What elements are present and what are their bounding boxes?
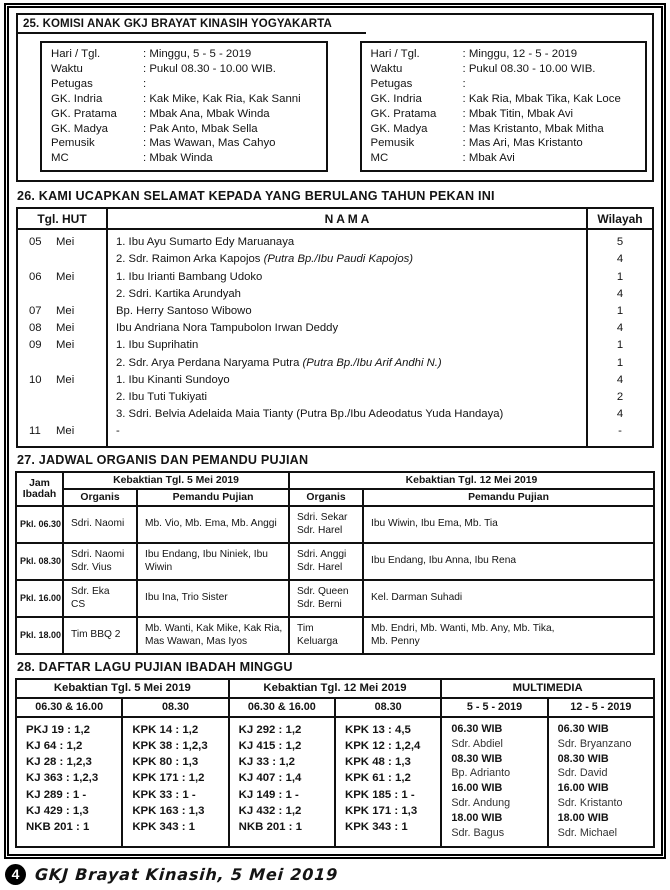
birthday-month: Mei	[56, 305, 75, 318]
birthday-table-body	[18, 230, 652, 445]
subheader-0630-1600-b: 06.30 & 16.00	[229, 698, 335, 717]
info-row	[51, 47, 320, 62]
info-value: : Pukul 08.30 - 10.00 WIB.	[143, 62, 276, 75]
cell-line: Mb. Wanti, Kak Mike, Kak Ria,	[145, 622, 283, 634]
cell-line: Ibu Ina, Trio Sister	[145, 592, 228, 604]
info-label: Hari / Tgl.	[370, 48, 420, 60]
info-value: : Mas Ari, Mas Kristanto	[462, 137, 583, 150]
song-entry: KPK 80 : 1,3	[132, 756, 199, 769]
birthday-day: 06	[29, 270, 42, 283]
organis-cell	[137, 543, 289, 580]
info-label: MC	[51, 152, 69, 165]
cell-line: Mas Wawan, Mas Iyos	[145, 636, 248, 648]
song-entry: KPK 12 : 1,2,4	[344, 739, 421, 752]
info-value: : Minggu, 5 - 5 - 2019	[143, 48, 252, 60]
info-label: Petugas	[370, 77, 413, 90]
cell-line: Ibu Endang, Ibu Anna, Ibu Rena	[371, 555, 517, 567]
birthday-date	[18, 372, 106, 389]
subheader-date-12-5: 12 - 5 - 2019	[548, 698, 654, 717]
multimedia-operator: Bp. Adrianto	[451, 767, 511, 780]
birthday-date	[18, 269, 106, 286]
song-entry: NKB 201 : 1	[26, 820, 90, 833]
song-entry: KPK 343 : 1	[132, 820, 196, 833]
organis-cell	[363, 580, 654, 617]
birthday-name: 1. Ibu Suprihatin	[116, 339, 199, 352]
info-value: : Mas Kristanto, Mbak Mitha	[462, 122, 604, 135]
page-footer	[5, 861, 338, 887]
schedule-cards	[18, 34, 652, 180]
info-label: GK. Madya	[370, 122, 428, 135]
info-row	[51, 62, 320, 77]
birthday-date	[18, 320, 106, 337]
info-row	[371, 92, 640, 107]
info-value: : Pak Anto, Mbak Sella	[143, 122, 258, 135]
info-label: Hari / Tgl.	[51, 48, 101, 60]
multimedia-operator: Sdr. Bryanzano	[557, 737, 632, 750]
info-label: GK. Pratama	[51, 107, 117, 120]
birthday-month: Mei	[56, 373, 75, 386]
section-songs	[15, 660, 655, 848]
organis-cell	[63, 506, 137, 543]
song-entry: KJ 292 : 1,2	[238, 723, 302, 736]
birthday-name: Ibu Andriana Nora Tampubolon Irwan Deddy	[116, 322, 339, 335]
page-frame	[4, 3, 666, 859]
organis-row	[16, 506, 654, 543]
song-list-cell	[335, 717, 441, 847]
info-row	[371, 151, 640, 166]
birthday-name: 2. Sdr. Arya Perdana Naryama Putra (Putra Bp./Ibu Arif Andhi N.)	[116, 356, 442, 369]
multimedia-cell	[548, 717, 654, 847]
song-entry: KJ 432 : 1,2	[238, 804, 302, 817]
cell-line: Ibu Wiwin, Ibu Ema, Mb. Tia	[371, 518, 498, 530]
birthday-region: 1	[616, 305, 624, 318]
cell-line: Ibu Endang, Ibu Niniek, Ibu Wiwin	[145, 548, 271, 574]
cell-line: Sdr. Harel	[297, 525, 343, 537]
birthday-month: Mei	[56, 339, 75, 352]
birthday-day: 10	[29, 373, 42, 386]
info-row	[51, 122, 320, 137]
col-header-name: N A M A	[106, 209, 588, 228]
cell-line: Sdri. Naomi	[71, 518, 125, 530]
section25-title: 25. KOMISI ANAK GKJ BRAYAT KINASIH YOGYAKARTA	[18, 15, 366, 34]
info-value: : Minggu, 12 - 5 - 2019	[462, 48, 578, 60]
song-entry: KPK 171 : 1,2	[132, 772, 205, 785]
birthday-date	[18, 423, 106, 440]
service-time: Pkl. 08.30	[16, 543, 63, 580]
info-label: GK. Pratama	[370, 107, 437, 120]
info-value: :	[462, 77, 469, 90]
birthday-name: 2. Ibu Tuti Tukiyati	[116, 391, 208, 404]
organis-row	[16, 617, 654, 654]
subheader-pemandu-2: Pemandu Pujian	[363, 489, 654, 506]
organis-row	[16, 580, 654, 617]
info-label: GK. Indria	[51, 92, 103, 105]
birthday-region: -	[618, 425, 622, 438]
birthday-region: 4	[616, 322, 624, 335]
birthday-col-name	[106, 230, 588, 445]
info-label: GK. Madya	[51, 122, 108, 135]
multimedia-operator: Sdr. Michael	[557, 827, 618, 840]
subheader-organis-2: Organis	[289, 489, 363, 506]
birthday-day: 08	[29, 322, 42, 335]
organis-cell	[363, 617, 654, 654]
song-list-cell	[229, 717, 335, 847]
song-entry: KPK 163 : 1,3	[132, 804, 205, 817]
birthday-month: Mei	[56, 236, 75, 249]
organis-cell	[289, 543, 363, 580]
birthday-region: 2	[616, 391, 624, 404]
multimedia-time: 16.00 WIB	[557, 782, 609, 795]
song-entry: KJ 415 : 1,2	[238, 739, 302, 752]
song-entry: KPK 38 : 1,2,3	[132, 739, 208, 752]
birthday-date	[18, 337, 106, 354]
info-row	[371, 107, 640, 122]
subheader-0830-a: 08.30	[122, 698, 228, 717]
song-list-cell	[16, 717, 122, 847]
birthday-day: 11	[29, 425, 41, 438]
organis-cell	[63, 617, 137, 654]
info-label: GK. Indria	[370, 92, 422, 105]
birthday-day: 05	[29, 236, 42, 249]
info-value: : Kak Ria, Mbak Tika, Kak Loce	[462, 92, 621, 105]
info-row	[371, 136, 640, 151]
birthday-date	[18, 234, 106, 251]
cell-line: Mb. Vio, Mb. Ema, Mb. Anggi	[145, 518, 277, 530]
multimedia-time: 16.00 WIB	[451, 782, 503, 795]
multimedia-time: 18.00 WIB	[451, 812, 503, 825]
organis-cell	[63, 580, 137, 617]
organis-body	[16, 506, 654, 654]
song-entry: KJ 363 : 1,2,3	[26, 772, 99, 785]
info-row	[371, 122, 640, 137]
subheader-0630-1600-a: 06.30 & 16.00	[16, 698, 122, 717]
info-label: Waktu	[370, 62, 403, 75]
multimedia-operator: Sdr. Kristanto	[557, 797, 623, 810]
song-entry: KJ 429 : 1,3	[26, 804, 89, 817]
schedule-card-12-mei	[360, 41, 648, 172]
birthday-name: 1. Ibu Irianti Bambang Udoko	[116, 270, 263, 283]
cell-line: Sdr. Queen	[297, 585, 349, 597]
organis-row	[16, 543, 654, 580]
birthday-name: Bp. Herry Santoso Wibowo	[116, 305, 252, 318]
info-value: : Mbak Ana, Mbak Winda	[143, 107, 270, 120]
birthday-name: 2. Sdr. Raimon Arka Kapojos (Putra Bp./Ibu Paudi Kapojos)	[116, 253, 414, 266]
info-value: : Mbak Avi	[462, 152, 515, 165]
cell-line: Sdri. Anggi	[297, 548, 347, 560]
song-entry: KJ 407 : 1,4	[238, 772, 302, 785]
info-label: Waktu	[51, 62, 83, 75]
multimedia-time: 08.30 WIB	[451, 752, 503, 765]
cell-line: Kel. Darman Suhadi	[371, 592, 463, 604]
song-entry: KPK 185 : 1 -	[344, 788, 415, 801]
ibadah-line: Ibadah	[22, 488, 57, 500]
group-header-12-mei: Kebaktian Tgl. 12 Mei 2019	[229, 679, 442, 698]
organis-cell	[137, 617, 289, 654]
subheader-pemandu-1: Pemandu Pujian	[137, 489, 289, 506]
cell-line: Sdr. Vius	[71, 562, 112, 574]
info-value: : Mbak Titin, Mbak Avi	[462, 107, 574, 120]
multimedia-time: 18.00 WIB	[557, 812, 609, 825]
songs-table	[15, 678, 655, 848]
song-list-cell	[122, 717, 228, 847]
cell-line: Sdr. Eka CS	[71, 585, 119, 611]
schedule-card-5-mei	[40, 41, 328, 172]
cell-line: Sdri. Sekar	[297, 511, 348, 523]
subheader-0830-b: 08.30	[335, 698, 441, 717]
song-entry: KJ 33 : 1,2	[238, 756, 296, 769]
birthday-col-region	[588, 230, 652, 445]
multimedia-operator: Sdr. Bagus	[451, 827, 505, 840]
group-header-5-mei: Kebaktian Tgl. 5 Mei 2019	[16, 679, 229, 698]
col-header-region: Wilayah	[597, 212, 643, 227]
song-entry: KJ 64 : 1,2	[26, 739, 83, 752]
service-time: Pkl. 16.00	[16, 580, 63, 617]
multimedia-time: 06.30 WIB	[451, 722, 503, 735]
service-time: Pkl. 06.30	[16, 506, 63, 543]
info-row	[51, 136, 320, 151]
birthday-region: 4	[616, 287, 624, 300]
birthday-col-date	[18, 230, 106, 445]
cell-line: Sdri. Naomi	[71, 548, 125, 560]
birthday-month: Mei	[56, 322, 75, 335]
birthday-date	[18, 355, 106, 372]
section26-title: 26. KAMI UCAPKAN SELAMAT KEPADA YANG BERULANG TAHUN PEKAN INI	[17, 189, 495, 204]
birthday-date	[18, 303, 106, 320]
cell-line: Mb. Penny	[371, 636, 420, 648]
song-entry: KPK 14 : 1,2	[132, 723, 199, 736]
birthday-date	[18, 389, 106, 406]
birthday-region: 4	[616, 408, 624, 421]
birthday-region: 1	[616, 270, 624, 283]
songs-body-row	[16, 717, 654, 847]
info-row	[371, 77, 640, 92]
section-komisi-anak	[16, 13, 654, 182]
organis-cell	[289, 580, 363, 617]
footer-caption: GKJ Brayat Kinasih, 5 Mei 2019	[34, 864, 339, 884]
info-value: : Pukul 08.30 - 10.00 WIB.	[462, 62, 596, 75]
birthday-day: 07	[29, 305, 42, 318]
multimedia-operator: Sdr. David	[557, 767, 608, 780]
cell-line: Keluarga	[297, 636, 338, 648]
info-label: Pemusik	[370, 137, 415, 150]
birthday-month: Mei	[56, 425, 75, 438]
info-label: Pemusik	[51, 137, 95, 150]
page-number-badge: 4	[5, 864, 26, 885]
multimedia-cell	[441, 717, 547, 847]
organis-cell	[363, 543, 654, 580]
birthday-name: 2. Sdri. Kartika Arundyah	[116, 287, 241, 300]
subheader-date-5-5: 5 - 5 - 2019	[441, 698, 547, 717]
section27-title: 27. JADWAL ORGANIS DAN PEMANDU PUJIAN	[17, 452, 309, 467]
subheader-organis-1: Organis	[63, 489, 137, 506]
song-entry: KPK 48 : 1,3	[344, 756, 411, 769]
birthday-table	[16, 207, 654, 447]
organis-cell	[137, 506, 289, 543]
organis-cell	[63, 543, 137, 580]
organis-cell	[363, 506, 654, 543]
song-entry: KJ 149 : 1 -	[238, 788, 299, 801]
birthday-date	[18, 251, 106, 268]
organis-cell	[289, 617, 363, 654]
birthday-name: 1. Ibu Ayu Sumarto Edy Maruanaya	[116, 236, 295, 249]
col-header-jam-ibadah	[16, 472, 63, 506]
birthday-region: 5	[616, 236, 624, 249]
info-label: Petugas	[51, 77, 93, 90]
cell-line: Tim BBQ 2	[71, 629, 121, 641]
birthday-region: 4	[616, 253, 624, 266]
info-value: : Mbak Winda	[143, 152, 213, 165]
song-entry: KPK 171 : 1,3	[344, 804, 418, 817]
song-entry: NKB 201 : 1	[238, 820, 302, 833]
section28-title: 28. DAFTAR LAGU PUJIAN IBADAH MINGGU	[17, 659, 293, 674]
birthday-name: 1. Ibu Kinanti Sundoyo	[116, 373, 230, 386]
song-entry: KPK 61 : 1,2	[344, 772, 411, 785]
birthday-note: (Putra Bp./Ibu Arif Andhi N.)	[302, 356, 442, 369]
birthday-region: 4	[616, 373, 624, 386]
service-time: Pkl. 18.00	[16, 617, 63, 654]
service-header-12-mei: Kebaktian Tgl. 12 Mei 2019	[289, 472, 654, 489]
organis-table	[15, 471, 655, 655]
birthday-date	[18, 406, 106, 423]
organis-cell	[289, 506, 363, 543]
birthday-note: (Putra Bp./Ibu Paudi Kapojos)	[263, 253, 414, 266]
birthday-month: Mei	[56, 270, 75, 283]
col-header-date: Tgl. HUT	[37, 212, 87, 227]
song-entry: KPK 33 : 1 -	[132, 788, 196, 801]
multimedia-operator: Sdr. Andung	[451, 797, 511, 810]
info-value: :	[143, 77, 150, 90]
birthday-date	[18, 286, 106, 303]
cell-line: Sdr. Berni	[297, 599, 342, 611]
song-entry: PKJ 19 : 1,2	[26, 723, 90, 736]
info-row	[51, 107, 320, 122]
info-label: MC	[370, 152, 389, 165]
info-row	[51, 151, 320, 166]
birthday-name: 3. Sdri. Belvia Adelaida Maia Tianty (Putra Bp./Ibu Adeodatus Yuda Handaya)	[116, 408, 504, 421]
birthday-day: 09	[29, 339, 42, 352]
multimedia-operator: Sdr. Abdiel	[451, 737, 503, 750]
service-header-5-mei: Kebaktian Tgl. 5 Mei 2019	[63, 472, 289, 489]
song-entry: KPK 13 : 4,5	[344, 723, 411, 736]
section-birthdays	[15, 189, 655, 447]
section-organis	[15, 453, 655, 655]
info-row	[51, 92, 320, 107]
info-value: : Mas Wawan, Mas Cahyo	[143, 137, 276, 150]
birthday-region: 1	[616, 356, 624, 369]
multimedia-time: 06.30 WIB	[557, 722, 609, 735]
birthday-table-header	[18, 209, 652, 230]
song-entry: KPK 343 : 1	[344, 820, 408, 833]
cell-line: Sdr. Harel	[297, 562, 343, 574]
multimedia-time: 08.30 WIB	[557, 752, 609, 765]
cell-line: Tim	[297, 622, 314, 634]
cell-line: Mb. Endri, Mb. Wanti, Mb. Any, Mb. Tika,	[371, 622, 555, 634]
group-header-multimedia: MULTIMEDIA	[441, 679, 654, 698]
song-entry: KJ 28 : 1,2,3	[26, 756, 92, 769]
song-entry: KJ 289 : 1 -	[26, 788, 87, 801]
info-row	[371, 62, 640, 77]
info-row	[51, 77, 320, 92]
jam-line: Jam	[29, 477, 50, 489]
info-row	[371, 47, 640, 62]
info-value: : Kak Mike, Kak Ria, Kak Sanni	[143, 92, 301, 105]
birthday-name: -	[116, 425, 120, 438]
organis-cell	[137, 580, 289, 617]
birthday-region: 1	[616, 339, 624, 352]
